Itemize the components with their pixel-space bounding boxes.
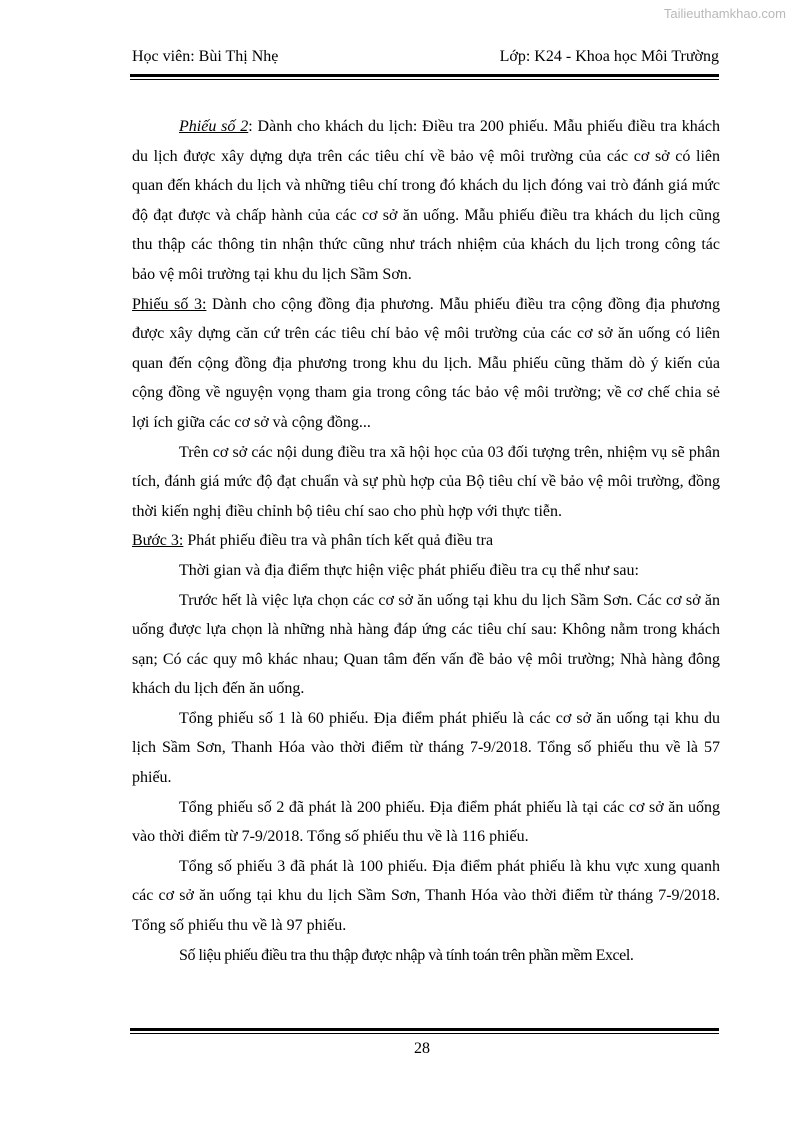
- phieu-3-label: Phiếu số 3:: [132, 295, 207, 313]
- header-divider: [130, 74, 719, 77]
- paragraph-selection: Trước hết là việc lựa chọn các cơ sở ăn uống tại khu du lịch Sầm Sơn. Các cơ sở ăn uống được lựa chọn là những nhà hàng đáp ứng các tiêu chí sau: Không nằm trong khách sạn; Có các quy mô khác nhau; Quan tâm đến vấn đề bảo vệ môi trường; Nhà hàng đông khách du lịch đến ăn uống.: [132, 591, 720, 698]
- page-number: 28: [414, 1040, 430, 1057]
- buoc-3-text: Phát phiếu điều tra và phân tích kết quả điều tra: [183, 532, 494, 550]
- phieu-2-label: Phiếu số 2: [179, 118, 249, 135]
- buoc-3-label: Bước 3:: [132, 532, 184, 550]
- paragraph-analysis: Trên cơ sở các nội dung điều tra xã hội học của 03 đối tượng trên, nhiệm vụ sẽ phân tích, đánh giá mức độ đạt chuẩn và sự phù hợp của Bộ tiêu chí về bảo vệ môi trường, đồng thời kiến nghị điều chỉnh bộ tiêu chí sao cho phù hợp với thực tiễn.: [132, 443, 720, 520]
- footer-divider: [130, 1028, 719, 1031]
- header-class: Lớp: K24 - Khoa học Môi Trường: [499, 48, 719, 65]
- watermark: Tailieuthamkhao.com: [663, 6, 786, 21]
- paragraph-phieu-2-total: Tổng phiếu số 2 đã phát là 200 phiếu. Địa điểm phát phiếu là tại các cơ sở ăn uống vào thời điểm từ 7-9/2018. Tổng số phiếu thu về là 116 phiếu.: [132, 798, 720, 846]
- paragraph-excel: Số liệu phiếu điều tra thu thập được nhập và tính toán trên phần mềm Excel.: [179, 946, 634, 964]
- paragraph-time-place: Thời gian và địa điểm thực hiện việc phát phiếu điều tra cụ thể như sau:: [179, 561, 639, 579]
- phieu-3-text: Dành cho cộng đồng địa phương. Mẫu phiếu điều tra cộng đồng địa phương được xây dựng căn cứ trên các tiêu chí bảo vệ môi trường của các cơ sở ăn uống có liên quan đến cộng đồng địa phương trong khu du lịch. Mẫu phiếu cũng thăm dò ý kiến của cộng đồng về nguyện vọng tham gia trong công tác bảo vệ môi trường; về cơ chế chia sẻ lợi ích giữa các cơ sở và cộng đồng...: [132, 295, 720, 431]
- header-divider-thin: [130, 79, 719, 80]
- document-body: [132, 112, 720, 970]
- paragraph-buoc-3: [132, 526, 720, 556]
- paragraph-phieu-1-total: Tổng phiếu số 1 là 60 phiếu. Địa điểm phát phiếu là các cơ sở ăn uống tại khu du lịch Sầm Sơn, Thanh Hóa vào thời điểm từ tháng 7-9/2018. Tổng số phiếu thu về là 57 phiếu.: [132, 709, 720, 787]
- paragraph-phieu-3-total: Tổng số phiếu 3 đã phát là 100 phiếu. Địa điểm phát phiếu là khu vực xung quanh các cơ sở ăn uống tại khu du lịch Sầm Sơn, Thanh Hóa vào thời điểm từ tháng 7-9/2018. Tổng số phiếu thu về là 97 phiếu.: [132, 857, 720, 935]
- page-header: [132, 48, 719, 70]
- footer-divider-thin: [130, 1033, 719, 1034]
- paragraph-phieu-3: [132, 290, 720, 438]
- header-student: Học viên: Bùi Thị Nhẹ: [132, 48, 279, 65]
- phieu-2-text: : Dành cho khách du lịch: Điều tra 200 phiếu. Mẫu phiếu điều tra khách du lịch được xây dựng dựa trên các tiêu chí về bảo vệ môi trường của các cơ sở có liên quan đến khách du lịch và những tiêu chí trong đó khách du lịch đóng vai trò đánh giá mức độ đạt được và chấp hành của các cơ sở ăn uống. Mẫu phiếu điều tra khách du lịch cũng thu thập các thông tin nhận thức cũng như trách nhiệm của khách du lịch trong công tác bảo vệ môi trường tại khu du lịch Sầm Sơn.: [132, 118, 720, 283]
- paragraph-phieu-2: [132, 112, 720, 290]
